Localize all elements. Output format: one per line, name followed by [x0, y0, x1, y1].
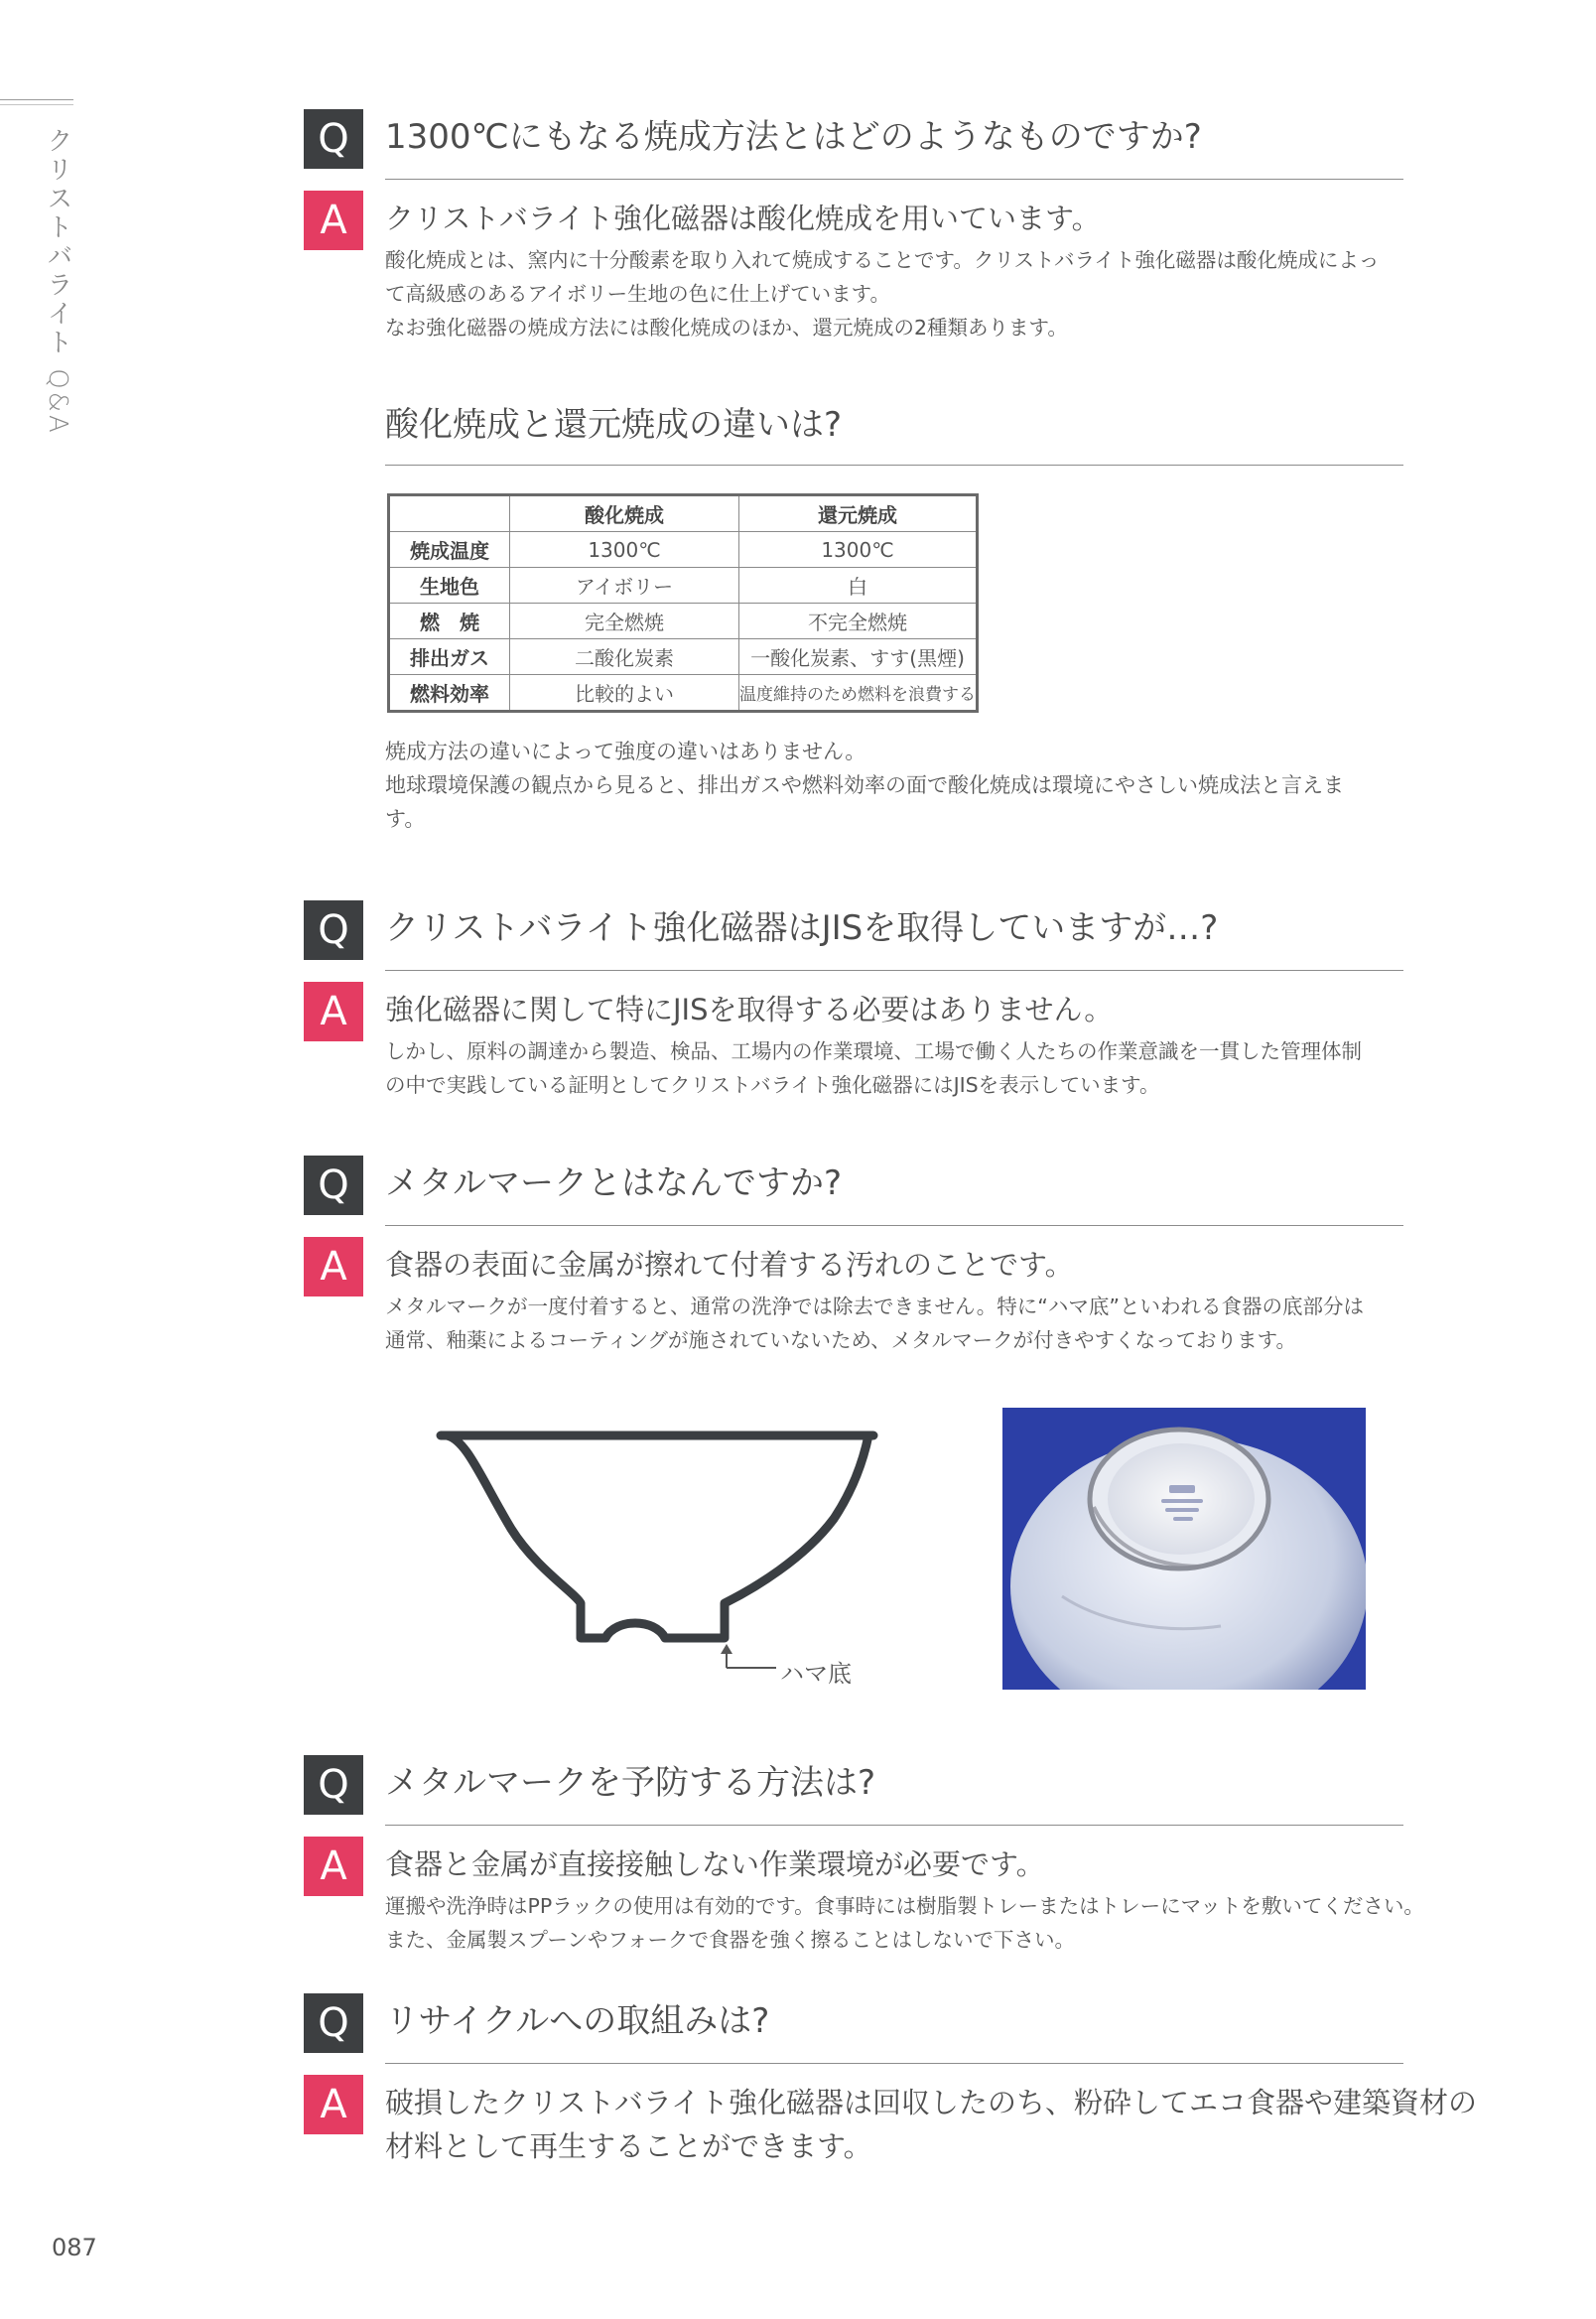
- a-badge: A: [304, 1837, 363, 1896]
- bowl-photo-illustration: [1002, 1408, 1366, 1690]
- table-cell: 比較的よい: [510, 675, 739, 712]
- comparison-rule: [385, 465, 1403, 466]
- hama-arrowhead: [721, 1644, 732, 1654]
- note-line: す。: [385, 807, 426, 831]
- answer-lead: 食器と金属が直接接触しない作業環境が必要です。: [385, 1847, 1045, 1881]
- row-label: 生地色: [389, 568, 510, 604]
- header-rule: [0, 99, 73, 100]
- table-cell: アイボリー: [510, 568, 739, 604]
- q-badge: Q: [304, 109, 363, 169]
- table-header-cell: 酸化焼成: [510, 495, 739, 532]
- bowl-outline: [441, 1435, 873, 1638]
- table-header-row: [389, 495, 978, 532]
- question-rule: [385, 179, 1403, 180]
- answer-body: [385, 1889, 1424, 1957]
- q-badge: Q: [304, 1156, 363, 1215]
- question-rule: [385, 970, 1403, 971]
- answer-lead: [385, 2081, 1477, 2168]
- a-badge: A: [304, 1237, 363, 1296]
- question-text: リサイクルへの取組みは?: [385, 2001, 770, 2041]
- table-row: [389, 604, 978, 639]
- answer-body: [385, 243, 1407, 344]
- answer-body: [385, 1034, 1407, 1102]
- answer-line: また、金属製スプーンやフォークで食器を強く擦ることはしないで下さい。: [385, 1928, 1075, 1952]
- table-row: [389, 675, 978, 712]
- table-row: [389, 532, 978, 568]
- row-label: 燃料効率: [389, 675, 510, 712]
- question-text: 1300℃にもなる焼成方法とはどのようなものですか?: [385, 117, 1202, 157]
- table-cell: 不完全燃焼: [739, 604, 978, 639]
- answer-line: なお強化磁器の焼成方法には酸化焼成のほか、還元焼成の2種類あります。: [385, 316, 1068, 340]
- answer-lead: 強化磁器に関して特にJISを取得する必要はありません。: [385, 993, 1114, 1026]
- comparison-heading: 酸化焼成と還元焼成の違いは?: [385, 405, 843, 445]
- bowl-bottom-photo: [1002, 1408, 1366, 1690]
- table-cell: 完全燃焼: [510, 604, 739, 639]
- answer-line: 運搬や洗浄時はPPラックの使用は有効的です。食事時には樹脂製トレーまたはトレーにマットを敷いてください。: [385, 1894, 1424, 1918]
- question-rule: [385, 1825, 1403, 1826]
- row-label: 焼成温度: [389, 532, 510, 568]
- answer-body: [385, 1290, 1407, 1357]
- comparison-table: [387, 493, 979, 713]
- answer-line: メタルマークが一度付着すると、通常の洗浄では除去できません。特に“ハマ底”といわれる食器の底部分は: [385, 1295, 1364, 1318]
- q-badge: Q: [304, 1993, 363, 2053]
- table-header-cell: 還元焼成: [739, 495, 978, 532]
- note-line: 焼成方法の違いによって強度の違いはありません。: [385, 740, 866, 763]
- answer-line: 破損したクリストバライト強化磁器は回収したのち、粉砕してエコ食器や建築資材の: [385, 2086, 1477, 2119]
- question-text: メタルマークを予防する方法は?: [385, 1763, 876, 1803]
- question-text: メタルマークとはなんですか?: [385, 1163, 843, 1203]
- q-badge: Q: [304, 1755, 363, 1815]
- row-label: 排出ガス: [389, 639, 510, 675]
- page-number: 087: [52, 2234, 97, 2261]
- answer-line: 材料として再生することができます。: [385, 2129, 872, 2163]
- hama-label: ハマ底: [780, 1660, 852, 1688]
- q-badge: Q: [304, 900, 363, 960]
- bowl-diagram: [427, 1420, 883, 1678]
- answer-lead: クリストバライト強化磁器は酸化焼成を用いています。: [385, 202, 1101, 235]
- table-row: [389, 639, 978, 675]
- a-badge: A: [304, 2075, 363, 2134]
- answer-line: 通常、釉薬によるコーティングが施されていないため、メタルマークが付きやすくなっております。: [385, 1328, 1296, 1352]
- question-text: クリストバライト強化磁器はJISを取得していますが…?: [385, 908, 1219, 948]
- table-cell: 一酸化炭素、すす(黒煙): [739, 639, 978, 675]
- table-cell: 1300℃: [510, 532, 739, 568]
- comparison-note: [385, 735, 1407, 836]
- answer-line: て高級感のあるアイボリー生地の色に仕上げています。: [385, 282, 891, 306]
- question-rule: [385, 1225, 1403, 1226]
- side-title: クリストバライト Q&A: [43, 127, 72, 436]
- question-rule: [385, 2063, 1403, 2064]
- table-cell: 温度維持のため燃料を浪費する: [739, 675, 978, 712]
- table-header-cell: [389, 495, 510, 532]
- answer-lead: 食器の表面に金属が擦れて付着する汚れのことです。: [385, 1248, 1074, 1282]
- note-line: 地球環境保護の観点から見ると、排出ガスや燃料効率の面で酸化焼成は環境にやさしい焼成法と言えま: [385, 773, 1344, 797]
- table-cell: 二酸化炭素: [510, 639, 739, 675]
- answer-line: しかし、原料の調達から製造、検品、工場内の作業環境、工場で働く人たちの作業意識を一貫した管理体制: [385, 1039, 1362, 1063]
- a-badge: A: [304, 191, 363, 250]
- table-cell: 白: [739, 568, 978, 604]
- answer-line: 酸化焼成とは、窯内に十分酸素を取り入れて焼成することです。クリストバライト強化磁器は酸化焼成によっ: [385, 248, 1380, 272]
- table-cell: 1300℃: [739, 532, 978, 568]
- a-badge: A: [304, 982, 363, 1041]
- header-rule-secondary: [0, 104, 73, 105]
- table-row: [389, 568, 978, 604]
- row-label: 燃 焼: [389, 604, 510, 639]
- answer-line: の中で実践している証明としてクリストバライト強化磁器にはJISを表示しています。: [385, 1073, 1160, 1097]
